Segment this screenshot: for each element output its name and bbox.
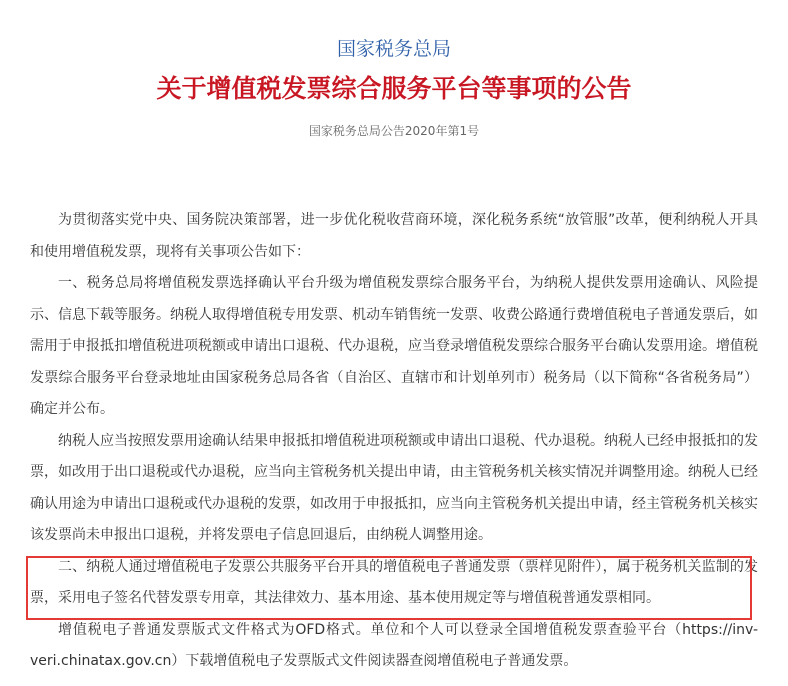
page-title: 关于增值税发票综合服务平台等事项的公告	[156, 74, 632, 103]
paragraph-item-1: 一、税务总局将增值税发票选择确认平台升级为增值税发票综合服务平台，为纳税人提供发票用途确认、风险提示、信息下载等服务。纳税人取得增值税专用发票、机动车销售统一发票、收费公路通行费增值税电子普通发票后，如需用于申报抵扣增值税进项税额或申请出口退税、代办退税，应当登录增值税发票综合服务平台确认发票用途。增值税发票综合服务平台登录地址由国家税务总局各省（自治区、直辖市和计划单列市）税务局（以下简称“各省税务局”）确定并公布。	[30, 275, 758, 417]
agency-name: 国家税务总局	[336, 38, 451, 60]
paragraph-item-1-detail: 纳税人应当按照发票用途确认结果申报抵扣增值税进项税额或申请出口退税、代办退税。纳税人已经申报抵扣的发票，如改用于出口退税或代办退税，应当向主管税务机关提出申请，由主管税务机关核实情况并调整用途。纳税人已经确认用途为申请出口退税或代办退税的发票，如改用于申报抵扣，应当向主管税务机关提出申请，经主管税务机关核实该发票尚未申报出口退税，并将发票电子信息回退后，由纳税人调整用途。	[30, 432, 758, 543]
announcement-body	[30, 205, 758, 678]
paragraph-intro: 为贯彻落实党中央、国务院决策部署，进一步优化税收营商环境，深化税务系统“放管服”改革，便利纳税人开具和使用增值税发票，现将有关事项公告如下：	[30, 212, 758, 260]
paragraph-ofd-format: 增值税电子普通发票版式文件格式为OFD格式。单位和个人可以登录全国增值税发票查验平台（https://inv-veri.chinatax.gov.cn）下载增值税电子发票版式文件阅读器查阅增值税电子普通发票。	[30, 621, 758, 669]
document-number: 国家税务总局公告2020年第1号	[308, 124, 480, 138]
paragraph-item-2: 二、纳税人通过增值税电子发票公共服务平台开具的增值税电子普通发票（票样见附件），属于税务机关监制的发票，采用电子签名代替发票专用章，其法律效力、基本用途、基本使用规定等与增值税普通发票相同。	[30, 558, 758, 606]
